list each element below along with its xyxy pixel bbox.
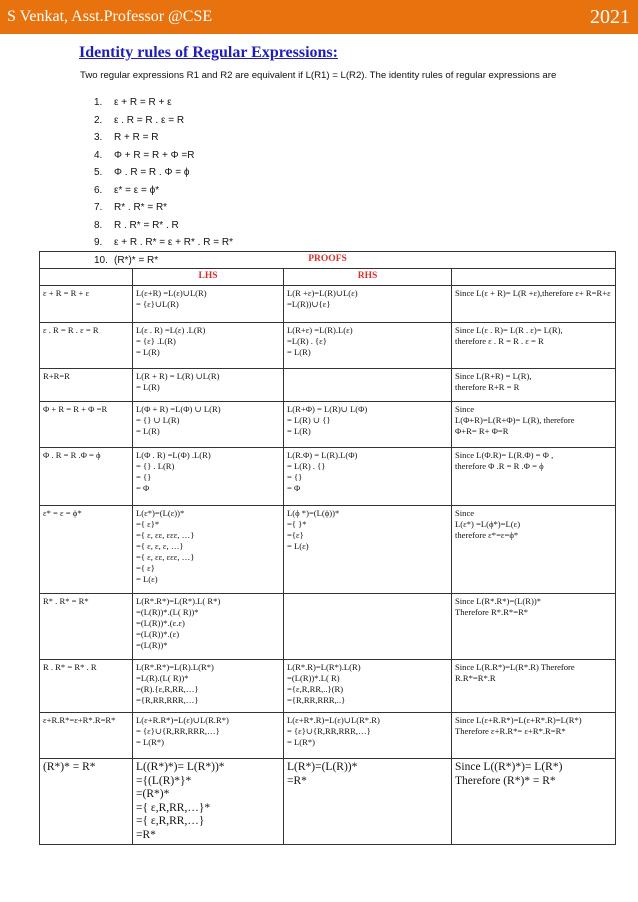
rule-item [94, 147, 233, 165]
conclusion-cell: Since L(Φ.R)= L(R.Φ) = Φ , therefore Φ .R = R .Φ = ϕ [452, 448, 616, 506]
rule-cell: ε* = ε = ϕ* [40, 506, 133, 594]
rule-number: 2. [94, 114, 103, 126]
rhs-cell: L(ε+R*.R)=L(ε)∪L(R*.R) = {ε}∪{R,RR,RRR,…} = L(R*) [284, 713, 452, 759]
rhs-cell: L(R+Φ) = L(R)∪ L(Φ) = L(R) ∪ {} = L(R) [284, 402, 452, 448]
lhs-cell: L(Φ + R) =L(Φ) ∪ L(R) = {} ∪ L(R) = L(R) [133, 402, 284, 448]
column-header-row [40, 269, 616, 286]
rhs-cell: L(R*)=(L(R))* =R* [284, 759, 452, 845]
lhs-cell: L(Φ . R) =L(Φ) .L(R) = {} . L(R) = {} = Φ [133, 448, 284, 506]
rule-cell: (R*)* = R* [40, 759, 133, 845]
conclusion-cell: Since L(R*.R*)=(L(R))* Therefore R*.R*=R* [452, 594, 616, 660]
table-row [40, 594, 616, 660]
column-header-rhs: RHS [284, 269, 452, 286]
rhs-cell: L(R+ε) =L(R).L(ε) =L(R) . {ε} = L(R) [284, 323, 452, 369]
rule-cell: Φ + R = R + Φ =R [40, 402, 133, 448]
conclusion-cell: Since L(ε+R.R*)=L(ε+R*.R)=L(R*) Therefore ε+R.R*= ε+R*.R=R* [452, 713, 616, 759]
rhs-cell [284, 369, 452, 402]
rule-number: 5. [94, 167, 103, 178]
rhs-cell: L(ϕ *)=(L(ϕ))* ={ }* ={ε} = L(ε) [284, 506, 452, 594]
rule-item [94, 129, 233, 147]
rule-number: 3. [94, 132, 103, 143]
rule-cell: R* . R* = R* [40, 594, 133, 660]
table-row [40, 759, 616, 845]
conclusion-cell: Since L(ε . R)= L(R . ε)= L(R), therefore ε . R = R . ε = R [452, 323, 616, 369]
conclusion-cell: Since L((R*)*)= L(R*) Therefore (R*)* = R* [452, 759, 616, 845]
rhs-cell: L(R.Φ) = L(R).L(Φ) = L(R) . {} = {} = Φ [284, 448, 452, 506]
lhs-cell: L(ε . R) =L(ε) .L(R) = {ε} .L(R) = L(R) [133, 323, 284, 369]
rhs-cell: L(R +ε)=L(R)∪L(ε) =L(R))∪{ε} [284, 286, 452, 323]
table-row [40, 286, 616, 323]
lhs-cell: L(R + R) = L(R) ∪L(R) = L(R) [133, 369, 284, 402]
rule-item [94, 164, 233, 182]
rule-text: R + R = R [114, 132, 159, 143]
rule-item [94, 182, 233, 200]
table-row [40, 448, 616, 506]
rule-item [94, 112, 233, 130]
table-row [40, 713, 616, 759]
conclusion-cell: Since L(ε*) =L(ϕ*)=L(ε) therefore ε*=ε=ϕ* [452, 506, 616, 594]
year-label: 2021 [590, 5, 630, 28]
table-row [40, 369, 616, 402]
table-row [40, 323, 616, 369]
lhs-cell: L(ε*)=(L(ε))* ={ ε}* ={ ε, εε, εεε, …} ={ ε, ε, ε, …} ={ ε, εε, εεε, …} ={ ε} = L(ε) [133, 506, 284, 594]
rule-text: ε* = ε = ϕ* [114, 184, 160, 196]
rhs-cell: L(R*.R)=L(R*).L(R) =(L(R))*.L( R) ={ε,R,RR,..}(R) ={R,RR,RRR,..} [284, 660, 452, 713]
column-header-lhs: LHS [133, 269, 284, 286]
rule-text: R . R* = R* . R [114, 219, 179, 231]
column-header-rule [40, 269, 133, 286]
rule-text: R* . R* = R* [114, 202, 168, 213]
rule-cell: Φ . R = R .Φ = ϕ [40, 448, 133, 506]
conclusion-cell: Since L(R.R*)=L(R*.R) Therefore R.R*=R*.R [452, 660, 616, 713]
lhs-cell: L(R*.R*)=L(R).L(R*) =L(R).(L( R))* =(R).{ε,R,RR,…} ={R,RR,RRR,…} [133, 660, 284, 713]
rule-number: 1. [94, 97, 103, 108]
rule-cell: ε+R.R*=ε+R*.R=R* [40, 713, 133, 759]
rule-text: Φ + R = R + Φ =R [114, 149, 195, 161]
rule-text: ε + R . R* = ε + R* . R = R* [114, 237, 233, 248]
rule-text: ε + R = R + ε [114, 97, 172, 108]
rule-number: 7. [94, 202, 103, 213]
lhs-cell: L((R*)*)= L(R*))* ={(L(R)*}* =(R*)* ={ ε,R,RR,…}* ={ ε,R,RR,…} =R* [133, 759, 284, 845]
rhs-cell [284, 594, 452, 660]
lhs-cell: L(R*.R*)=L(R*).L( R*) =(L(R))*.(L( R))* =(L(R))*.(ε.ε) =(L(R))*.(ε) =(L(R))* [133, 594, 284, 660]
conclusion-cell: Since L(R+R) = L(R), therefore R+R = R [452, 369, 616, 402]
rule-item [94, 217, 233, 235]
rule-item [94, 234, 233, 252]
rule-text: ε . R = R . ε = R [114, 114, 185, 126]
rule-cell: ε + R = R + ε [40, 286, 133, 323]
rule-text: (R*)* = R* [114, 254, 159, 266]
rule-text: Φ . R = R . Φ = ϕ [114, 167, 190, 178]
conclusion-cell: Since L(ε + R)= L(R +ε),therefore ε+ R=R+ε [452, 286, 616, 323]
header-banner [0, 0, 638, 34]
rule-number: 10. [94, 254, 108, 266]
lhs-cell: L(ε+R) =L(ε)∪L(R) = {ε}∪L(R) [133, 286, 284, 323]
rule-item [94, 199, 233, 217]
table-row [40, 506, 616, 594]
rule-cell: R . R* = R* . R [40, 660, 133, 713]
identity-rules-list [94, 94, 233, 269]
page-title: Identity rules of Regular Expressions: [79, 44, 338, 61]
rule-cell: R+R=R [40, 369, 133, 402]
rule-cell: ε . R = R . ε = R [40, 323, 133, 369]
proofs-table [39, 251, 616, 845]
column-header-conclusion [452, 269, 616, 286]
table-heading-row [40, 252, 616, 269]
rule-number: 4. [94, 149, 103, 161]
rule-number: 6. [94, 184, 103, 196]
rule-number: 8. [94, 219, 103, 231]
table-row [40, 402, 616, 448]
proofs-heading: PROOFS [40, 252, 616, 269]
lhs-cell: L(ε+R.R*)=L(ε)∪L(R.R*) = {ε}∪{R,RR,RRR,…} = L(R*) [133, 713, 284, 759]
rule-item [94, 94, 233, 112]
table-row [40, 660, 616, 713]
rule-number: 9. [94, 237, 103, 248]
intro-text: Two regular expressions R1 and R2 are equivalent if L(R1) = L(R2). The identity rules of regular expressions are [80, 70, 557, 81]
author-label: S Venkat, Asst.Professor @CSE [7, 8, 213, 25]
conclusion-cell: Since L(Φ+R)=L(R+Φ)= L(R), therefore Φ+R= R+ Φ=R [452, 402, 616, 448]
